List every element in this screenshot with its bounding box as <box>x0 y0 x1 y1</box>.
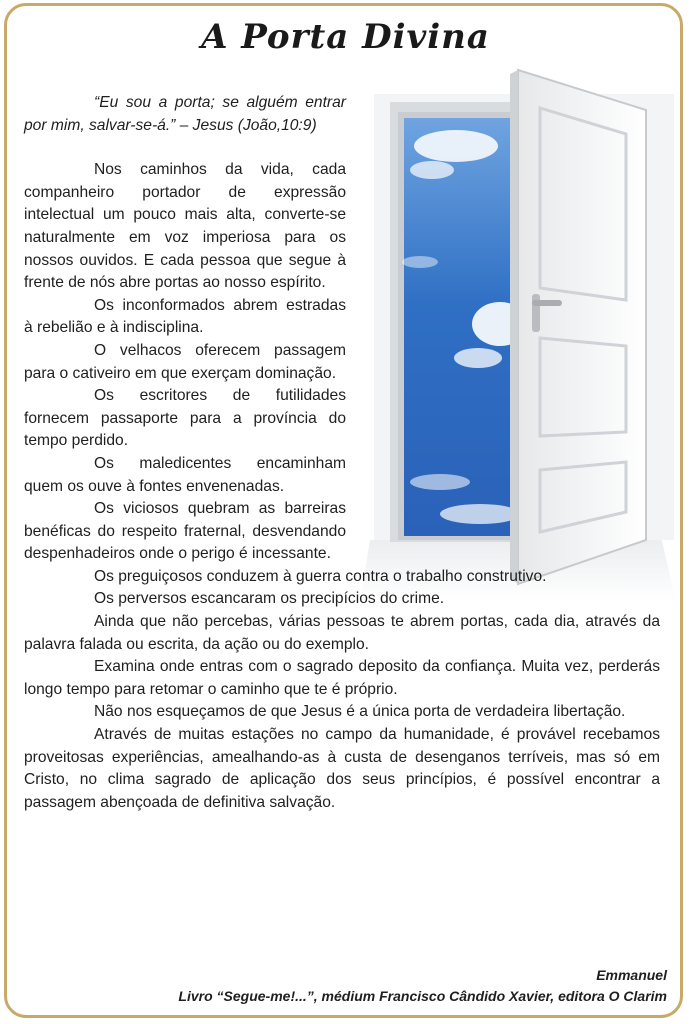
epigraph: “Eu sou a porta; se alguém entrar por mim, salvar-se-á.” – Jesus (João,10:9) <box>24 94 346 134</box>
paragraph: Nos caminhos da vida, cada companheiro portador de expressão intelectual um pouco mais alta, converte-se naturalmente em voz imperiosa para os nossos ouvidos. E cada pessoa que segue à frente de nós abre portas ao nosso espírito. <box>24 161 346 292</box>
paragraph: Através de muitas estações no campo da humanidade, é provável recebamos proveitosas experiências, amealhando-as à custa de desenganos terríveis, mas só em Cristo, no clima sagrado de aplicação dos seus princípios, é possível encontrar a passagem abençoada de definitiva salvação. <box>24 726 660 811</box>
paragraph: Os perversos escancaram os precipícios do crime. <box>94 590 445 608</box>
article-body <box>24 92 660 814</box>
paragraph: Ainda que não percebas, várias pessoas te abrem portas, cada dia, através da palavra falada ou escrita, da ação ou do exemplo. <box>24 613 660 653</box>
paragraph: Os preguiçosos conduzem à guerra contra o trabalho construtivo. <box>94 567 547 585</box>
paragraph: Não nos esqueçamos de que Jesus é a única porta de verdadeira libertação. <box>94 703 626 721</box>
signature <box>178 965 667 1007</box>
paragraph: Os escritores de futilidades fornecem passaporte para a província do tempo perdido. <box>24 387 346 450</box>
page-title: A Porta Divina <box>201 17 490 57</box>
paragraph: Os inconformados abrem estradas à rebelião e à indisciplina. <box>24 296 346 337</box>
paragraph: Os viciosos quebram as barreiras benéficas do respeito fraternal, desvendando despenhadeiros onde o perigo é incessante. <box>24 500 346 563</box>
paragraph: Examina onde entras com o sagrado deposito da confiança. Muita vez, perderás longo tempo para retomar o caminho que te é próprio. <box>24 658 660 698</box>
source-citation: Livro “Segue-me!...”, médium Francisco Cândido Xavier, editora O Clarim <box>178 988 667 1004</box>
author-name: Emmanuel <box>596 967 667 983</box>
paragraph: Os maledicentes encaminham quem os ouve à fontes envenenadas. <box>24 454 346 495</box>
paragraph: O velhacos oferecem passagem para o cativeiro em que exerçam dominação. <box>24 341 346 382</box>
